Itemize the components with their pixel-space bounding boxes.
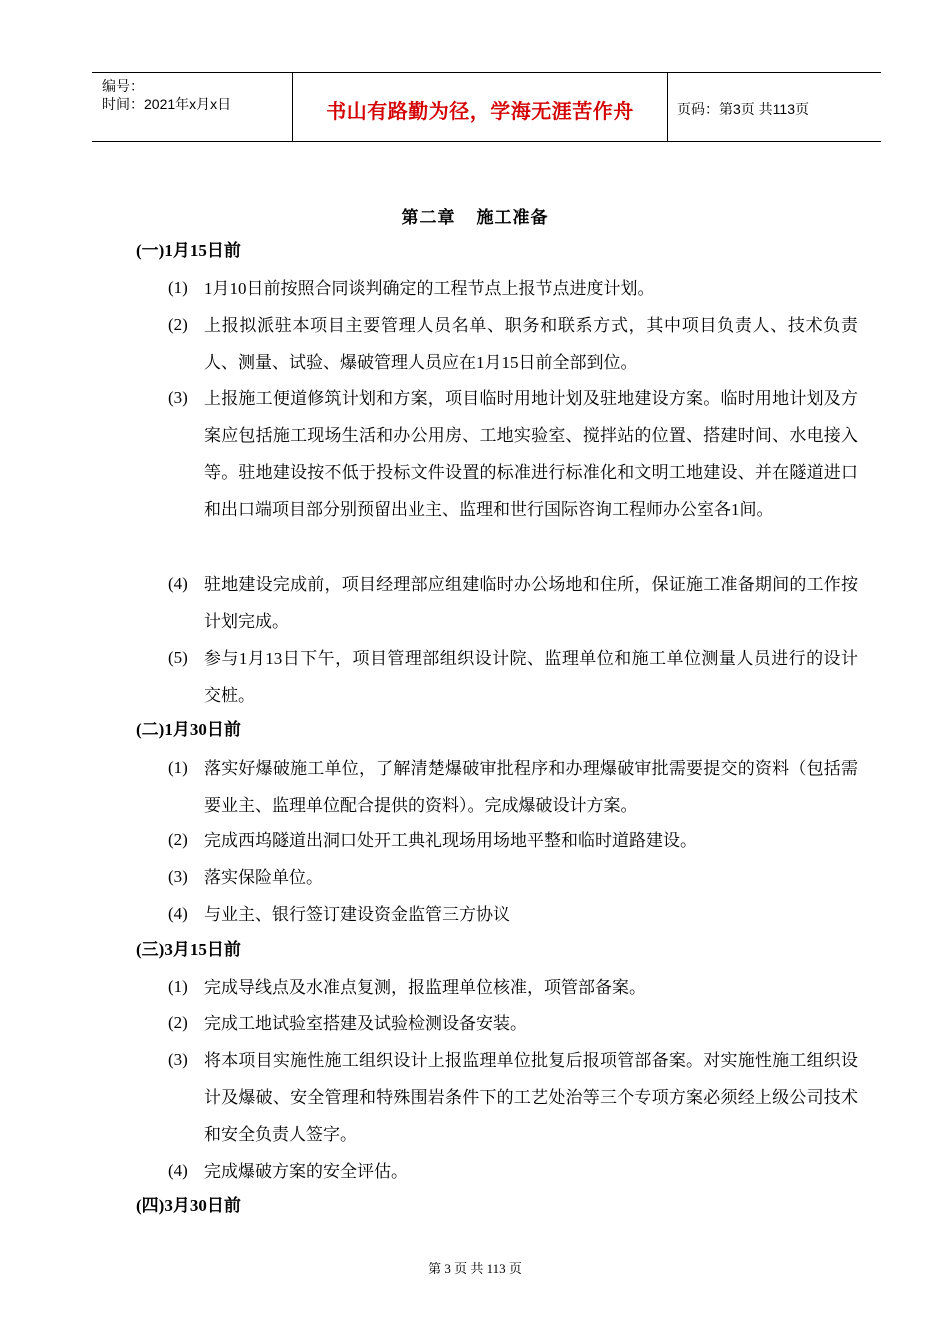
item-text: 完成西坞隧道出洞口处开工典礼现场用场地平整和临时道路建设。	[204, 831, 697, 850]
item-number: (1)	[168, 278, 188, 297]
item-number: (5)	[168, 648, 188, 667]
item-text: 落实好爆破施工单位，了解清楚爆破审批程序和办理爆破审批需要提交的资料（包括需要业主、监理单位配合提供的资料）。完成爆破设计方案。	[204, 759, 858, 815]
section-heading: (一)1月15日前	[136, 241, 241, 260]
item-number: (4)	[168, 904, 188, 923]
item-text: 1月10日前按照合同谈判确定的工程节点上报节点进度计划。	[204, 279, 655, 298]
item-text: 驻地建设完成前，项目经理部应组建临时办公场地和住所，保证施工准备期间的工作按计划完成。	[204, 575, 858, 631]
item-number: (3)	[168, 1050, 188, 1069]
item-number: (4)	[168, 1161, 188, 1180]
item-text: 完成导线点及水准点复测，报监理单位核准，项管部备案。	[204, 978, 646, 997]
chapter-title: 第二章 施工准备	[401, 208, 549, 227]
item-text: 参与1月13日下午，项目管理部组织设计院、监理单位和施工单位测量人员进行的设计交桩。	[204, 649, 858, 705]
section-heading: (四)3月30日前	[136, 1196, 241, 1215]
page-header	[92, 72, 881, 142]
item-text: 上报施工便道修筑计划和方案，项目临时用地计划及驻地建设方案。临时用地计划及方案应包括施工现场生活和办公用房、工地实验室、搅拌站的位置、搭建时间、水电接入等。驻地建设按不低于投标文件设置的标准进行标准化和文明工地建设、并在隧道进口和出口端项目部分别预留出业主、监理和世行国际咨询工程师办公室各1间。	[204, 389, 858, 519]
header-meta-cell	[92, 73, 292, 141]
header-motto-cell	[292, 73, 668, 141]
header-page-label: 页码：第3页 共113页	[677, 101, 809, 117]
item-text: 与业主、银行签订建设资金监管三方协议	[204, 905, 510, 924]
item-number: (3)	[168, 388, 188, 407]
item-number: (2)	[168, 830, 188, 849]
item-number: (3)	[168, 867, 188, 886]
item-number: (4)	[168, 574, 188, 593]
item-number: (2)	[168, 315, 188, 334]
time-label: 时间：2021年x月x日	[102, 96, 232, 112]
item-text: 将本项目实施性施工组织设计上报监理单位批复后报项管部备案。对实施性施工组织设计及爆破、安全管理和特殊围岩条件下的工艺处治等三个专项方案必须经上级公司技术和安全负责人签字。	[204, 1051, 858, 1144]
page-footer: 第 3 页 共 113 页	[428, 1261, 522, 1276]
section-heading: (三)3月15日前	[136, 940, 241, 959]
item-number: (1)	[168, 758, 188, 777]
item-text: 落实保险单位。	[204, 868, 323, 887]
header-motto: 书山有路勤为径，学海无涯苦作舟	[326, 99, 634, 123]
item-text: 上报拟派驻本项目主要管理人员名单、职务和联系方式，其中项目负责人、技术负责人、测量、试验、爆破管理人员应在1月15日前全部到位。	[204, 316, 858, 372]
header-page-cell	[667, 73, 881, 141]
section-heading: (二)1月30日前	[136, 720, 241, 739]
item-text: 完成爆破方案的安全评估。	[204, 1162, 408, 1181]
code-label: 编号：	[102, 78, 144, 94]
item-number: (2)	[168, 1013, 188, 1032]
item-number: (1)	[168, 977, 188, 996]
item-text: 完成工地试验室搭建及试验检测设备安装。	[204, 1014, 527, 1033]
